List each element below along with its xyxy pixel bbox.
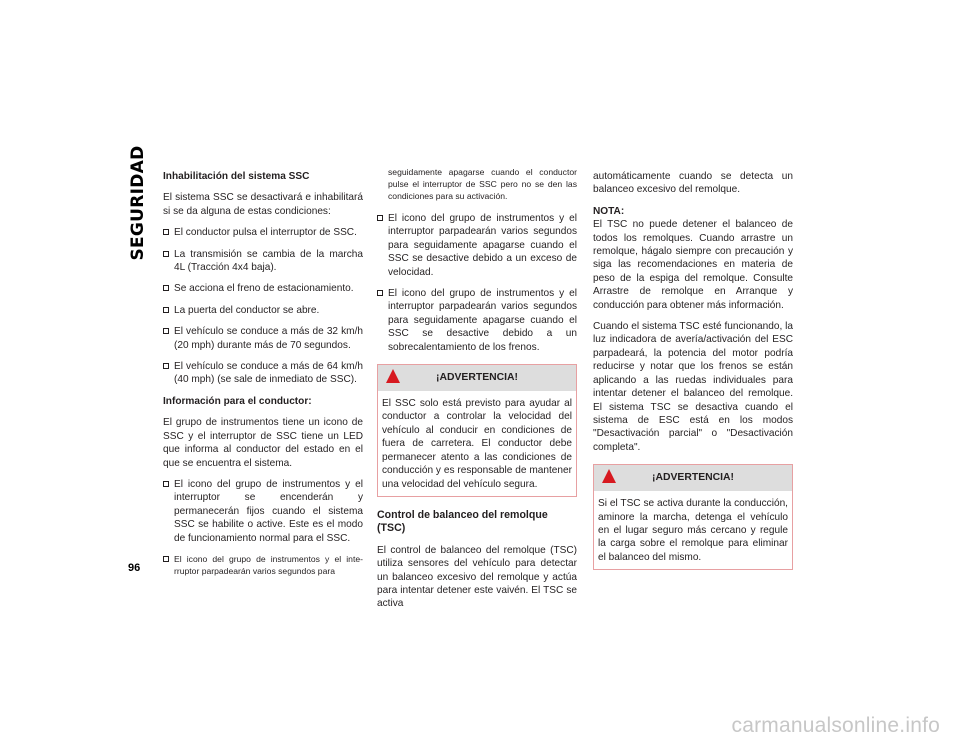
watermark-footer: carmanualsonline.info [731, 714, 940, 737]
list-item: El icono del grupo de instrumentos y el interruptor parpadearán varios segundos para seguidamente apagarse cuando el SSC se desactive debido a un sobrecalentamiento de los frenos. [377, 287, 577, 354]
list-item: Se acciona el freno de estacionamiento. [163, 282, 363, 295]
continued-paragraph: automáticamente cuando se detecta un balanceo excesivo del remolque. [593, 171, 793, 196]
checkbox-bullet-icon [163, 328, 169, 334]
warning-text: El SSC solo está previsto para ayudar al conductor a controlar la velocidad del vehículo al conducir en condiciones de fuera de carretera. El conductor debe permanecer atento a las condiciones de conducción y es responsable de mantener una velocidad del vehículo segura. [382, 398, 572, 490]
list-item: El icono del grupo de instrumentos y el interruptor se encenderán y permanecerán fijos cuando el sistema SSC se habilite o active. Este es el modo de funcionamiento normal para el SSC. [163, 478, 363, 545]
section-side-title [118, 145, 158, 261]
checkbox-bullet-icon [377, 215, 383, 221]
info-paragraph: El grupo de instrumentos tiene un icono de SSC y el interruptor de SSC tiene un LED que informa al conductor del estado en el que se encuentra el sistema. [163, 417, 363, 469]
warning-header [594, 465, 792, 491]
list-item: La transmisión se cambia de la marcha 4L (Tracción 4x4 baja). [163, 248, 363, 275]
warning-title: ¡ADVERTENCIA! [652, 472, 734, 484]
note-block [593, 205, 793, 312]
list-item: El icono del grupo de instrumentos y el interruptor parpadearán varios segundos para [163, 553, 363, 577]
warning-header [378, 365, 576, 391]
column-1 [163, 170, 363, 585]
warning-triangle-icon [386, 369, 400, 383]
note-text: El TSC no puede detener el balanceo de todos los remolques. Cuando arrastre un remolque, hágalo siempre con precaución y siga las recomendaciones en materia de peso de la espiga del remolque. Consulte Arrastre de remolque en Arranque y conducción para obtener más información. [593, 219, 793, 311]
tsc-paragraph: El control de balanceo del remolque (TSC) utiliza sensores del vehículo para detectar un balanceo excesivo del remolque y actúa para intentar detener este vaivén. El TSC se activa [377, 544, 577, 610]
warning-title: ¡ADVERTENCIA! [436, 372, 518, 384]
list-item: El vehículo se conduce a más de 32 km/h (20 mph) durante más de 70 segundos. [163, 325, 363, 352]
tsc-operation-paragraph: Cuando el sistema TSC esté funcionando, la luz indicadora de avería/activación del ESC parpadeará, la potencia del motor podría reducirse y notar que los frenos se están aplicando a las ruedas individuales para intentar detener el balanceo del remolque. El sistema TSC se desactiva cuando el sistema de ESC está en los modos "Desactivación parcial" o "Desactivación completa". [593, 321, 793, 453]
warning-triangle-icon [602, 469, 616, 483]
heading-ssc-disable: Inhabilitación del sistema SSC [163, 171, 310, 182]
heading-driver-info: Información para el conductor: [163, 395, 312, 407]
note-label: NOTA: [593, 205, 625, 217]
intro-paragraph: El sistema SSC se desactivará e inhabilitará si se da alguna de estas condiciones: [163, 192, 363, 217]
indicator-list [377, 212, 577, 354]
column-3 [593, 170, 793, 580]
checkbox-bullet-icon [163, 229, 169, 235]
checkbox-bullet-icon [163, 556, 169, 562]
column-2 [377, 166, 577, 619]
list-item: El conductor pulsa el interruptor de SSC. [163, 226, 363, 239]
checkbox-bullet-icon [163, 363, 169, 369]
list-item: La puerta del conductor se abre. [163, 304, 363, 317]
checkbox-bullet-icon [163, 481, 169, 487]
conditions-list [163, 226, 363, 387]
continued-list-text: seguidamente apagarse cuando el conductor pulse el interruptor de SSC pero no se den las condiciones para su activación. [388, 167, 577, 201]
info-list [163, 478, 363, 577]
heading-tsc: Control de balanceo del remolque (TSC) [377, 508, 548, 535]
checkbox-bullet-icon [163, 307, 169, 313]
list-item: El icono del grupo de instrumentos y el interruptor parpadearán varios segundos para seguidamente apagarse cuando el SSC se desactive debido a un exceso de velocidad. [377, 212, 577, 279]
list-item: El vehículo se conduce a más de 64 km/h (40 mph) (se sale de inmediato de SSC). [163, 360, 363, 387]
warning-text: Si el TSC se activa durante la conducción, aminore la marcha, detenga el vehículo en el lugar seguro más cercano y regule la carga sobre el remolque para eliminar el balanceo del mismo. [598, 498, 788, 563]
checkbox-bullet-icon [163, 251, 169, 257]
warning-box-tsc [593, 464, 793, 570]
checkbox-bullet-icon [377, 290, 383, 296]
section-title-text: SEGURIDAD [128, 145, 148, 261]
warning-box-ssc [377, 364, 577, 497]
page-number: 96 [128, 562, 141, 574]
checkbox-bullet-icon [163, 285, 169, 291]
